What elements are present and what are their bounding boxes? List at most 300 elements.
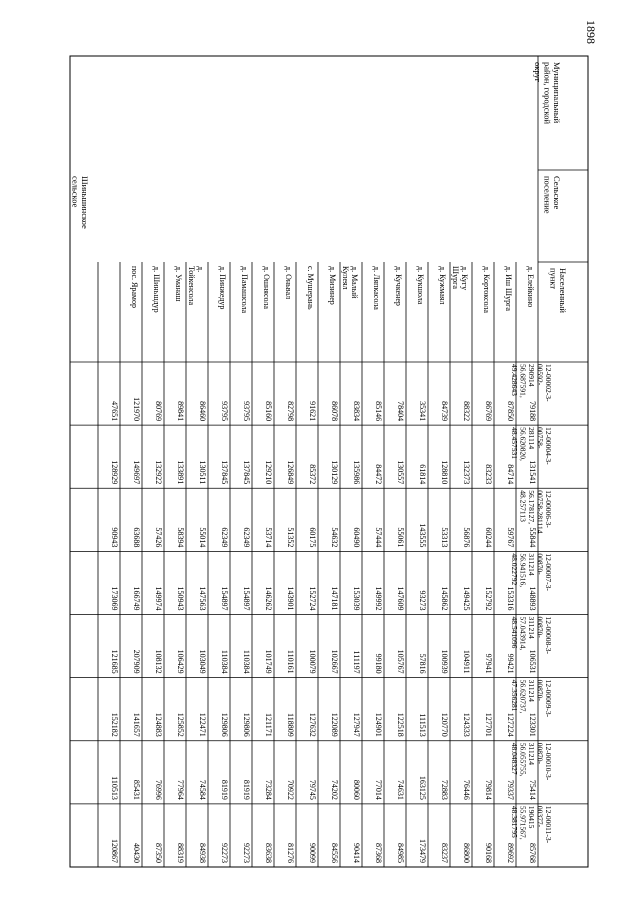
header-code-6-line: 311214 <box>527 679 536 702</box>
value-text: 127701 <box>484 712 493 737</box>
value-text: 84556 <box>330 843 339 863</box>
header-rural-settlement-line: Сельское <box>552 176 562 210</box>
value-text: 100079 <box>308 649 317 674</box>
header-code-1-line: 12-00002-3- <box>544 364 553 402</box>
value-cell <box>132 650 141 674</box>
value-cell <box>286 843 295 863</box>
value-text: 105767 <box>396 649 405 674</box>
value-text: 84985 <box>396 843 405 863</box>
header-code-4-line: 48.022792 <box>510 553 519 586</box>
value-cell <box>264 713 273 737</box>
value-cell <box>198 461 207 485</box>
locality-cell <box>240 266 249 314</box>
value-text: 40430 <box>132 843 141 863</box>
value-cell <box>176 843 185 863</box>
value-cell <box>110 776 119 800</box>
value-text: 122471 <box>198 712 207 737</box>
value-text: 55014 <box>198 527 207 548</box>
value-text: 154897 <box>220 586 229 611</box>
value-text: 147563 <box>198 586 207 611</box>
header-municipal-district <box>533 62 562 124</box>
value-cell <box>418 839 427 863</box>
value-cell <box>330 650 339 674</box>
locality-cell <box>526 266 535 307</box>
value-cell <box>330 713 339 737</box>
value-text: 132922 <box>154 460 163 485</box>
value-cell <box>528 843 537 863</box>
value-text: 131541 <box>528 460 537 485</box>
header-code-3-line: 48.257113 <box>518 490 528 522</box>
value-text: 74584 <box>198 779 207 800</box>
value-cell <box>220 527 229 547</box>
locality-cell-line: д. Пинжедур <box>218 266 227 310</box>
value-text: 111513 <box>418 713 427 737</box>
value-cell <box>396 401 405 421</box>
header-code-7-line: 00870- <box>535 742 545 764</box>
value-text: 87350 <box>154 843 163 863</box>
value-cell <box>110 650 119 674</box>
value-text: 87368 <box>374 843 383 863</box>
value-cell <box>242 713 251 737</box>
value-text: 87850 <box>506 401 515 422</box>
value-text: 100939 <box>440 649 449 674</box>
value-text: 57816 <box>418 653 427 674</box>
value-text: 108132 <box>154 649 163 674</box>
value-cell <box>110 839 119 863</box>
value-text: 90943 <box>110 527 119 548</box>
value-text: 53714 <box>264 527 273 548</box>
locality-cell <box>174 266 183 302</box>
value-cell <box>528 780 537 800</box>
value-cell <box>352 460 361 484</box>
locality-cell <box>372 266 381 310</box>
locality-cell <box>394 266 403 306</box>
header-code-5-line: 48.541096 <box>510 616 519 649</box>
header-code-1-line: 00592- <box>535 364 545 386</box>
value-cell <box>220 713 229 737</box>
locality-cell <box>482 266 491 313</box>
value-text: 47651 <box>110 401 119 422</box>
value-text: 127224 <box>506 712 515 737</box>
header-code-2-line: 00758- <box>535 427 545 449</box>
value-cell <box>308 401 317 421</box>
value-cell <box>484 587 493 611</box>
value-text: 143901 <box>286 586 295 611</box>
locality-cell-line: д. Уманаш <box>174 266 183 302</box>
locality-cell <box>152 266 161 313</box>
value-text: 89692 <box>506 843 515 863</box>
value-cell <box>484 654 493 674</box>
value-text: 143555 <box>418 523 427 548</box>
value-cell <box>462 843 471 863</box>
header-code-7-line: 48.048327 <box>510 742 519 775</box>
value-text: 135986 <box>352 460 361 485</box>
value-cell <box>132 780 141 800</box>
value-cell <box>308 780 317 800</box>
value-text: 60244 <box>484 527 493 548</box>
locality-cell <box>504 266 513 311</box>
locality-cell-line: д. Иш Шурга <box>504 266 513 311</box>
value-cell <box>484 780 493 800</box>
value-cell <box>528 460 537 484</box>
locality-cell <box>284 266 293 299</box>
value-text: 85431 <box>132 779 141 800</box>
value-cell <box>308 527 317 547</box>
value-text: 121685 <box>110 649 119 674</box>
value-cell <box>484 527 493 547</box>
value-cell <box>264 843 273 863</box>
value-text: 152792 <box>484 586 493 611</box>
value-text: 89841 <box>176 401 185 422</box>
header-code-2-line: 56.620820, <box>518 427 528 461</box>
locality-cell <box>416 266 425 305</box>
value-text: 104911 <box>462 649 471 674</box>
value-text: 84714 <box>506 464 515 485</box>
value-text: 85372 <box>308 464 317 485</box>
value-text: 141657 <box>132 712 141 737</box>
value-text: 61814 <box>418 464 427 485</box>
value-cell <box>528 401 537 421</box>
value-cell <box>506 654 515 674</box>
value-cell <box>308 464 317 484</box>
value-cell <box>418 654 427 674</box>
value-text: 110513 <box>110 776 119 800</box>
value-cell <box>374 843 383 863</box>
header-code-3-line: 00758-281114 <box>535 490 545 534</box>
value-cell <box>418 713 427 736</box>
value-text: 80769 <box>154 401 163 422</box>
header-code-8-line: 190415 <box>527 805 536 829</box>
header-municipal-district-line: район, городской <box>542 62 553 124</box>
value-cell <box>374 401 383 421</box>
value-cell <box>198 650 207 674</box>
value-text: 92273 <box>220 843 229 863</box>
header-code-6-line: 12-00009-3- <box>544 679 553 718</box>
value-cell <box>440 527 449 547</box>
value-cell <box>220 401 229 421</box>
value-cell <box>132 713 141 737</box>
locality-cell <box>306 266 315 310</box>
value-cell <box>176 401 185 421</box>
value-cell <box>198 401 207 421</box>
value-text: 132373 <box>462 460 471 485</box>
value-text: 123301 <box>528 712 537 737</box>
value-text: 62349 <box>220 527 229 548</box>
value-text: 122089 <box>330 712 339 737</box>
value-text: 122518 <box>396 712 405 737</box>
header-code-4-line: 56.941516, <box>518 553 528 588</box>
value-cell <box>242 587 251 611</box>
header-code-1-line: 290914 <box>527 364 536 387</box>
value-cell <box>352 713 361 737</box>
value-text: 126849 <box>286 460 295 485</box>
value-text: 83237 <box>440 843 449 863</box>
value-text: 88322 <box>462 401 471 422</box>
locality-cell-line: с. Мушерань <box>306 266 315 310</box>
value-cell <box>506 401 515 421</box>
value-cell <box>242 780 251 800</box>
value-cell <box>330 401 339 421</box>
value-cell <box>132 460 141 484</box>
value-cell <box>264 587 273 611</box>
value-cell <box>264 460 273 484</box>
value-text: 124901 <box>374 712 383 737</box>
value-text: 77964 <box>176 779 185 800</box>
header-code-8 <box>510 806 553 844</box>
locality-cell-line: д. Кортоксола <box>482 266 491 313</box>
value-text: 58394 <box>176 527 185 548</box>
settlement-name-line: Шиньшинское <box>80 176 90 229</box>
value-text: 81919 <box>242 779 251 800</box>
value-text: 59767 <box>506 527 515 548</box>
header-code-4-line: 00870- <box>535 553 545 575</box>
header-code-7-line: 12-00010-3- <box>544 742 553 781</box>
value-cell <box>242 527 251 547</box>
value-cell <box>154 587 163 611</box>
value-cell <box>286 713 295 737</box>
value-text: 92273 <box>242 843 251 863</box>
value-cell <box>462 780 471 800</box>
header-rural-settlement-line: поселение <box>542 176 553 214</box>
value-cell <box>264 401 273 421</box>
value-text: 148893 <box>528 586 537 611</box>
header-code-8-line: 55.971567, <box>518 805 528 840</box>
value-text: 173479 <box>418 839 427 863</box>
value-text: 147181 <box>330 586 339 611</box>
value-cell <box>242 401 251 421</box>
locality-cell <box>328 266 337 305</box>
value-text: 54632 <box>330 527 339 548</box>
header-code-1 <box>510 364 553 402</box>
value-text: 147609 <box>396 586 405 611</box>
value-cell <box>198 780 207 800</box>
value-text: 79814 <box>484 779 493 800</box>
value-text: 166749 <box>132 586 141 611</box>
value-text: 53313 <box>440 527 449 548</box>
value-text: 90414 <box>352 843 361 863</box>
value-cell <box>220 650 229 674</box>
value-cell <box>308 587 317 611</box>
value-cell <box>110 460 119 484</box>
value-text: 163125 <box>418 775 427 800</box>
value-cell <box>330 780 339 800</box>
value-cell <box>132 843 141 863</box>
value-text: 153316 <box>506 586 515 611</box>
locality-cell <box>262 266 271 309</box>
value-text: 154897 <box>242 586 251 611</box>
locality-cell-line: пос. Ярамор <box>130 266 139 308</box>
value-text: 63688 <box>132 527 141 548</box>
value-text: 84739 <box>440 401 449 422</box>
value-cell <box>506 587 515 611</box>
value-cell <box>198 713 207 737</box>
value-cell <box>440 780 449 800</box>
settlement-name <box>71 176 91 229</box>
value-cell <box>308 713 317 737</box>
header-code-4-line: 311214 <box>527 553 536 576</box>
header-code-7-line: 56.055755, <box>518 742 528 777</box>
value-cell <box>110 587 119 611</box>
value-text: 90168 <box>484 843 493 863</box>
value-cell <box>440 460 449 484</box>
value-text: 137845 <box>220 460 229 485</box>
value-text: 152724 <box>308 586 317 611</box>
value-cell <box>264 650 273 674</box>
value-cell <box>176 587 185 611</box>
value-cell <box>484 464 493 484</box>
value-text: 128810 <box>440 460 449 485</box>
value-text: 35341 <box>418 401 427 422</box>
value-text: 99180 <box>374 653 383 674</box>
value-cell <box>462 713 471 737</box>
value-text: 125852 <box>176 712 185 737</box>
locality-cell-line: д. Кукшола <box>416 266 425 305</box>
value-cell <box>132 397 141 421</box>
value-cell <box>484 713 493 737</box>
header-code-4-line: 12-00007-3- <box>544 553 553 591</box>
value-cell <box>462 401 471 421</box>
value-cell <box>418 523 427 547</box>
header-code-3-line: 12-00006-3- <box>544 490 553 528</box>
value-cell <box>352 651 361 674</box>
value-text: 110384 <box>242 649 251 674</box>
value-text: 74631 <box>396 779 405 800</box>
value-text: 150943 <box>176 586 185 611</box>
header-rural-settlement <box>543 176 563 214</box>
locality-cell-line: д. Кучкенер <box>394 266 403 306</box>
locality-cell-line: д. Памашсола <box>240 266 249 314</box>
value-cell <box>396 713 405 737</box>
value-text: 93795 <box>242 401 251 422</box>
value-text: 93795 <box>220 401 229 422</box>
locality-cell-line: д. Оньвал <box>284 266 293 300</box>
locality-cell-line: д. Кужмаял <box>438 266 447 305</box>
value-text: 55844 <box>528 527 537 548</box>
header-municipal-district-line: Муниципальный <box>552 62 562 124</box>
value-cell <box>528 587 537 611</box>
value-text: 74202 <box>330 779 339 800</box>
value-cell <box>330 843 339 863</box>
locality-cell-line: Кулеял <box>341 266 350 290</box>
value-text: 127947 <box>352 712 361 737</box>
value-cell <box>396 780 405 800</box>
value-cell <box>506 780 515 800</box>
value-text: 70922 <box>286 779 295 800</box>
header-locality-line: пункт <box>548 268 559 290</box>
value-text: 97941 <box>484 653 493 674</box>
value-text: 121171 <box>264 713 273 737</box>
value-text: 73284 <box>264 779 273 800</box>
value-text: 106531 <box>528 649 537 674</box>
value-cell <box>440 401 449 421</box>
value-text: 78404 <box>396 401 405 422</box>
value-text: 83834 <box>352 401 361 422</box>
value-text: 149425 <box>462 586 471 611</box>
value-cell <box>176 713 185 737</box>
value-cell <box>286 527 295 547</box>
value-cell <box>220 460 229 484</box>
header-code-5-line: 12-00008-3- <box>544 616 553 654</box>
value-cell <box>176 650 185 674</box>
value-cell <box>242 460 251 484</box>
value-cell <box>110 713 119 737</box>
value-text: 91621 <box>308 401 317 422</box>
value-cell <box>154 780 163 800</box>
value-text: 120867 <box>110 839 119 863</box>
value-cell <box>154 843 163 863</box>
value-text: 130557 <box>396 460 405 485</box>
header-code-7 <box>510 743 553 781</box>
value-cell <box>220 843 229 863</box>
header-code-1-line: 56.687591, <box>518 364 528 398</box>
settlement-name-line: сельское <box>70 176 81 208</box>
value-text: 153039 <box>352 586 361 611</box>
value-cell <box>396 843 405 863</box>
value-cell <box>396 527 405 547</box>
value-cell <box>176 527 185 547</box>
value-cell <box>220 587 229 611</box>
value-text: 86769 <box>484 401 493 422</box>
value-text: 149697 <box>132 460 141 485</box>
value-text: 84472 <box>374 464 383 485</box>
value-text: 88319 <box>176 843 185 863</box>
value-cell <box>352 780 361 800</box>
value-text: 79337 <box>506 779 515 800</box>
value-cell <box>418 591 427 611</box>
value-text: 130129 <box>330 460 339 485</box>
value-cell <box>286 587 295 611</box>
value-cell <box>198 843 207 863</box>
value-text: 60490 <box>352 527 361 548</box>
locality-cell <box>451 266 469 290</box>
value-text: 80060 <box>352 779 361 800</box>
value-text: 83638 <box>264 843 273 863</box>
value-cell <box>462 587 471 611</box>
value-cell <box>528 650 537 674</box>
value-cell <box>154 650 163 674</box>
value-cell <box>418 464 427 484</box>
value-cell <box>132 587 141 611</box>
header-locality <box>549 268 569 313</box>
value-cell <box>440 843 449 863</box>
value-cell <box>528 527 537 547</box>
value-text: 111197 <box>352 650 361 674</box>
value-text: 110161 <box>286 649 295 674</box>
value-text: 84938 <box>198 843 207 863</box>
value-text: 129210 <box>264 460 273 485</box>
value-cell <box>374 527 383 547</box>
locality-cell-line: д. Ляпкасола <box>372 266 381 310</box>
value-text: 86078 <box>330 401 339 422</box>
header-code-7-line: 311214 <box>527 742 536 765</box>
value-text: 101749 <box>264 649 273 674</box>
header-code-3-line: 56.178127, <box>527 490 536 524</box>
header-code-6-line: 47.356281 <box>510 679 519 712</box>
value-cell <box>198 587 207 611</box>
header-code-2-line: 48.457531 <box>510 427 519 459</box>
value-cell <box>286 650 295 674</box>
value-text: 106429 <box>176 649 185 674</box>
value-cell <box>374 587 383 611</box>
locality-cell-line: д. Елейкино <box>526 266 535 308</box>
locality-cell-line: д. Шиньшдур <box>152 266 161 313</box>
header-code-5-line: 57.043914, <box>518 616 528 651</box>
value-cell <box>264 780 273 800</box>
value-text: 118809 <box>286 713 295 737</box>
value-cell <box>374 654 383 674</box>
value-cell <box>418 776 427 800</box>
value-cell <box>308 843 317 863</box>
